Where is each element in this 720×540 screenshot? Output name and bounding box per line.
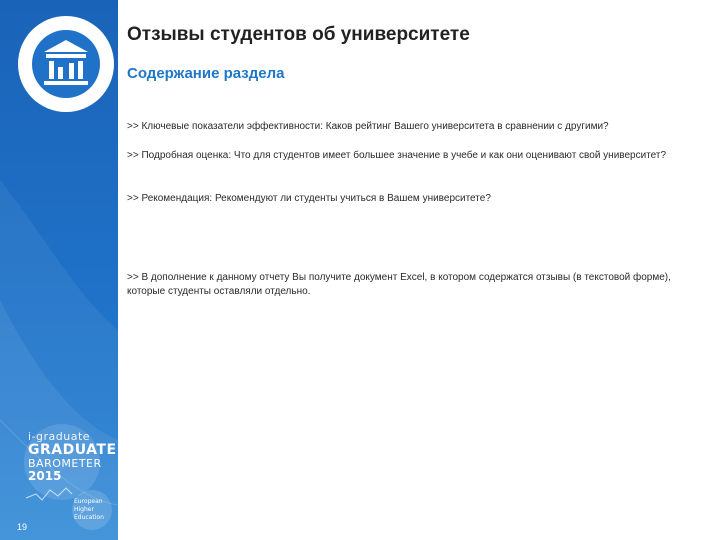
paragraph-excel-note: >> В дополнение к данному отчету Вы получите документ Excel, в котором содержатся отзывы (в текстовой форме), которые студенты оставляли отдельно. <box>127 272 671 297</box>
graduate-barometer-badge <box>22 410 117 530</box>
slide-title: Отзывы студентов об университете <box>127 24 470 45</box>
section-subtitle: Содержание раздела <box>127 65 285 82</box>
badge-line2: GRADUATE <box>28 442 117 458</box>
paragraph-detailed-assessment: >> Подробная оценка: Что для студентов имеет большее значение в учебе и как они оценивают свой университет? <box>127 150 667 161</box>
page-number: 19 <box>17 522 28 532</box>
badge-year: 2015 <box>28 469 62 483</box>
badge-line3: BAROMETER <box>28 457 102 470</box>
badge-small-text: European Higher Education <box>74 498 104 521</box>
university-logo <box>18 16 114 112</box>
badge-line1: i-graduate <box>28 430 91 443</box>
paragraph-recommendation: >> Рекомендация: Рекомендуют ли студенты учиться в Вашем университете? <box>127 193 491 204</box>
paragraph-kpi: >> Ключевые показатели эффективности: Каков рейтинг Вашего университета в сравнении с другими? <box>127 121 609 132</box>
university-building-icon <box>30 28 102 100</box>
